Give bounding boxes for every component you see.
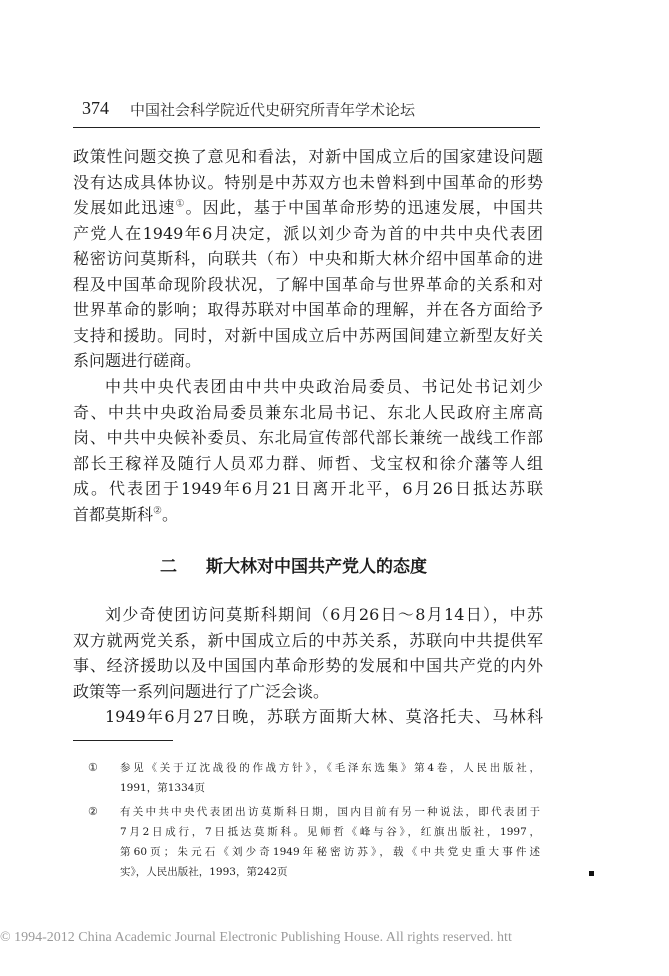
footnote-rule <box>73 740 173 741</box>
footnote-line: 第60页；朱元石《刘少奇1949年秘密访苏》，载《中共党史重大事件述 <box>120 846 540 858</box>
text-line: 成。代表团于1949年6月21日离开北平，6月26日抵达苏联 <box>73 479 543 498</box>
footnote-2 <box>88 802 540 882</box>
text-line: 政策等一系列问题进行了广泛会谈。 <box>73 681 330 701</box>
footnote-mark: ① <box>88 761 98 774</box>
footnote-mark: ② <box>88 805 98 818</box>
end-mark <box>589 871 594 876</box>
page-number: 374 <box>82 98 109 118</box>
paragraph-1 <box>73 144 543 374</box>
text-line <box>73 195 543 221</box>
text-line: 没有达成具体协议。特别是中苏双方也未曾料到中国革命的形势 <box>73 172 543 192</box>
footnotes <box>88 758 540 882</box>
text-line: 系问题进行磋商。 <box>73 351 202 370</box>
text-line: 政策性问题交换了意见和看法，对新中国成立后的国家建设问题 <box>73 147 543 166</box>
text-line: 世界革命的影响；取得苏联对中国革命的理解，并在各方面给予 <box>73 300 543 319</box>
footnote-ref-2[interactable]: ② <box>153 505 162 517</box>
text-line: 部长王稼祥及随行人员邓力群、师哲、戈宝权和徐介藩等人组 <box>73 453 543 473</box>
footnote-line: 有关中共中央代表团出访莫斯科日期，国内目前有另一种说法，即代表团于 <box>120 806 540 818</box>
text-line: 奇、中共中央政治局委员兼东北局书记、东北人民政府主席高 <box>73 402 543 422</box>
paragraph-2 <box>73 374 543 527</box>
paragraph-4 <box>73 704 543 730</box>
text-line <box>73 502 543 528</box>
text-span: 。因此，基于中国革命形势的迅速发展，中国共 <box>185 198 543 217</box>
text-line: 产党人在1949年6月决定，派以刘少奇为首的中共中央代表团 <box>73 223 543 243</box>
running-title: 中国社会科学院近代史研究所青年学术论坛 <box>130 101 416 119</box>
section-number: 二 <box>160 557 177 577</box>
text-line: 1949年6月27日晚，苏联方面斯大林、莫洛托夫、马林科 <box>105 707 543 726</box>
footnote-line: 7月2日成行，7日抵达莫斯科。见师哲《峰与谷》，红旗出版社，1997， <box>120 826 540 838</box>
footnote-line: 参见《关于辽沈战役的作战方针》，《毛泽东选集》第4卷，人民出版社， <box>120 762 540 774</box>
copyright-notice: © 1994-2012 China Academic Journal Electronic Publishing House. All rights reserved. htt <box>0 930 512 945</box>
section-title: 斯大林对中国共产党人的态度 <box>206 557 427 577</box>
text-line: 秘密访问莫斯科，向联共（布）中央和斯大林介绍中国革命的进 <box>73 249 543 268</box>
section-heading <box>160 552 427 577</box>
footnote-ref-1[interactable]: ① <box>175 198 186 210</box>
text-line: 中共中央代表团由中共中央政治局委员、书记处书记刘少 <box>105 377 543 396</box>
text-line: 刘少奇使团访问莫斯科期间（6月26日～8月14日），中苏 <box>105 605 543 624</box>
text-line: 程及中国革命现阶段状况，了解中国革命与世界革命的关系和对 <box>73 274 543 294</box>
text-span: 。 <box>161 504 178 524</box>
text-line: 双方就两党关系，新中国成立后的中苏关系，苏联向中共提供军 <box>73 630 543 650</box>
footnote-1 <box>88 758 540 798</box>
text-span: 发展如此迅速 <box>73 198 176 217</box>
text-line: 支持和援助。同时，对新中国成立后中苏两国间建立新型友好关 <box>73 325 543 345</box>
text-line: 事、经济援助以及中国国内革命形势的发展和中国共产党的内外 <box>73 656 543 675</box>
paragraph-3 <box>73 602 543 704</box>
footnote-line: 实》，人民出版社，1993，第242页 <box>120 866 288 878</box>
text-line: 岗、中共中央候补委员、东北局宣传部代部长兼统一战线工作部 <box>73 428 543 447</box>
header-rule <box>73 127 540 128</box>
running-header <box>82 98 542 122</box>
footnote-line: 1991，第1334页 <box>120 782 205 794</box>
text-span: 首都莫斯科 <box>73 504 154 524</box>
